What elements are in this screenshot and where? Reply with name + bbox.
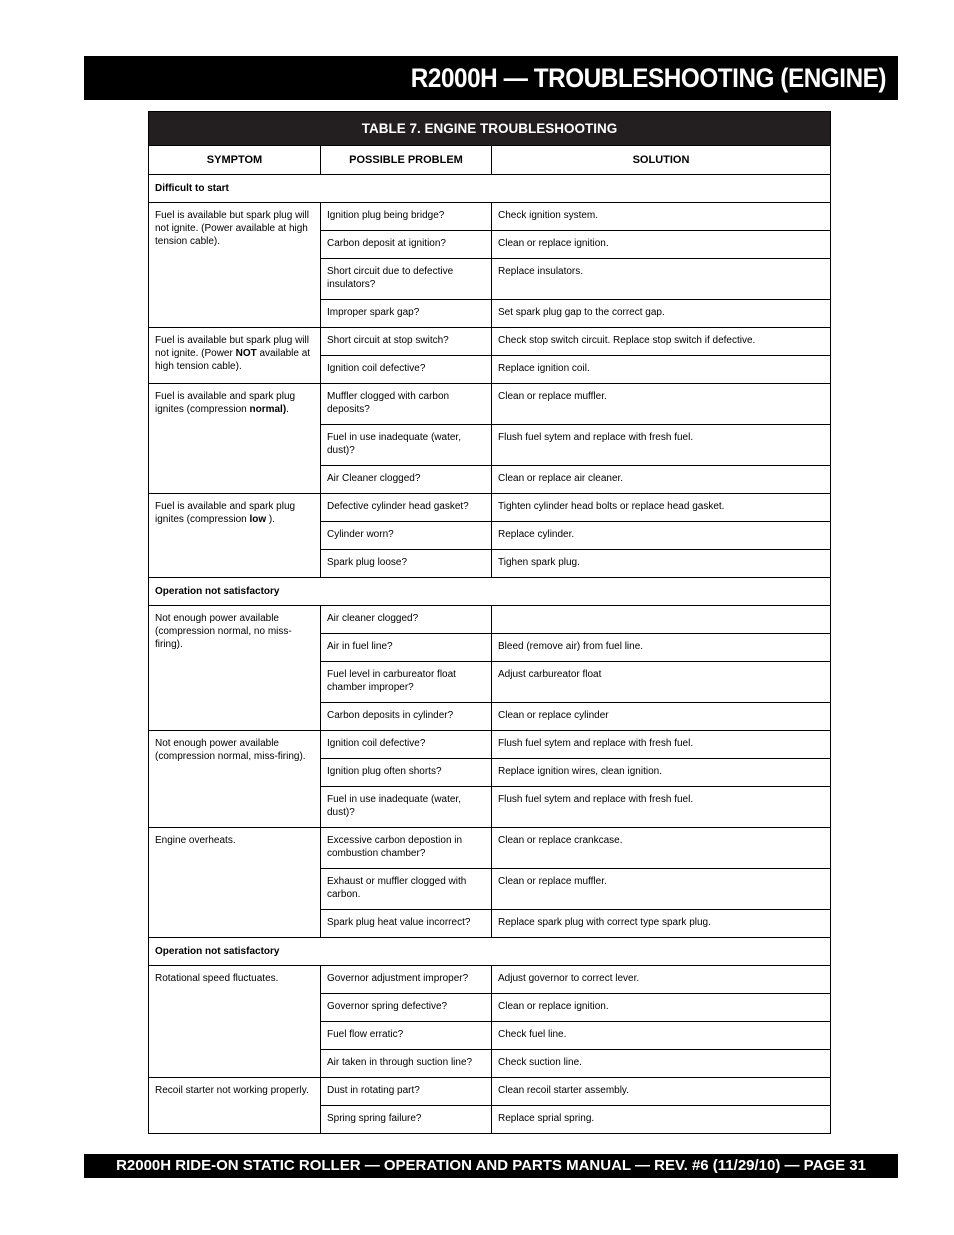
possible-problem-cell: Dust in rotating part?: [321, 1078, 492, 1106]
symptom-text: Recoil starter not working properly.: [155, 1085, 309, 1096]
column-header-possible-problem: POSSIBLE PROBLEM: [321, 146, 492, 175]
table-caption-row: [149, 112, 831, 146]
symptom-text: .: [286, 404, 289, 415]
engine-troubleshooting-table: [148, 111, 831, 1134]
possible-problem-cell: Governor spring defective?: [321, 994, 492, 1022]
table-row: [149, 328, 831, 356]
solution-cell: Replace spark plug with correct type spark plug.: [492, 910, 831, 938]
symptom-text: Rotational speed fluctuates.: [155, 973, 279, 984]
possible-problem-cell: Cylinder worn?: [321, 522, 492, 550]
table-row: [149, 606, 831, 634]
possible-problem-cell: Improper spark gap?: [321, 300, 492, 328]
solution-cell: Clean or replace muffler.: [492, 869, 831, 910]
possible-problem-cell: Air in fuel line?: [321, 634, 492, 662]
possible-problem-cell: Ignition plug being bridge?: [321, 203, 492, 231]
symptom-text: Fuel is available but spark plug will not ignite. (Power available at high tension cable).: [155, 210, 309, 247]
solution-cell: Replace insulators.: [492, 259, 831, 300]
solution-cell: Set spark plug gap to the correct gap.: [492, 300, 831, 328]
possible-problem-cell: Spark plug heat value incorrect?: [321, 910, 492, 938]
possible-problem-cell: Fuel flow erratic?: [321, 1022, 492, 1050]
possible-problem-cell: Spring spring failure?: [321, 1106, 492, 1134]
symptom-cell: [149, 828, 321, 938]
possible-problem-cell: Carbon deposits in cylinder?: [321, 703, 492, 731]
symptom-cell: [149, 494, 321, 578]
table-row: [149, 731, 831, 759]
solution-cell: Flush fuel sytem and replace with fresh fuel.: [492, 787, 831, 828]
symptom-cell: [149, 606, 321, 731]
solution-cell: Clean or replace cylinder: [492, 703, 831, 731]
column-header-solution: SOLUTION: [492, 146, 831, 175]
solution-cell: Replace ignition coil.: [492, 356, 831, 384]
solution-cell: Tighen spark plug.: [492, 550, 831, 578]
symptom-text: Not enough power available (compression normal, no miss-firing).: [155, 613, 292, 650]
symptom-text: Fuel is available but spark plug will not ignite. (Power: [155, 335, 309, 359]
table-body: [149, 175, 831, 1134]
table-row: [149, 384, 831, 425]
symptom-emphasis: NOT: [235, 348, 257, 359]
solution-cell: Check stop switch circuit. Replace stop switch if defective.: [492, 328, 831, 356]
table-caption: TABLE 7. ENGINE TROUBLESHOOTING: [149, 112, 831, 146]
section-title: Operation not satisfactory: [149, 938, 831, 966]
possible-problem-cell: Short circuit due to defective insulators?: [321, 259, 492, 300]
possible-problem-cell: Muffler clogged with carbon deposits?: [321, 384, 492, 425]
possible-problem-cell: Fuel level in carbureator float chamber improper?: [321, 662, 492, 703]
page-footer: [84, 1154, 898, 1178]
section-row: [149, 938, 831, 966]
table-row: [149, 494, 831, 522]
column-header-row: [149, 146, 831, 175]
solution-cell: Flush fuel sytem and replace with fresh fuel.: [492, 425, 831, 466]
symptom-cell: [149, 203, 321, 328]
section-title: Difficult to start: [149, 175, 831, 203]
solution-cell: Clean recoil starter assembly.: [492, 1078, 831, 1106]
page-header: [84, 56, 898, 100]
possible-problem-cell: Air Cleaner clogged?: [321, 466, 492, 494]
symptom-cell: [149, 966, 321, 1078]
solution-cell: Replace cylinder.: [492, 522, 831, 550]
solution-cell: Adjust governor to correct lever.: [492, 966, 831, 994]
possible-problem-cell: Excessive carbon depostion in combustion chamber?: [321, 828, 492, 869]
solution-cell: Clean or replace crankcase.: [492, 828, 831, 869]
symptom-text: Engine overheats.: [155, 835, 236, 846]
table-row: [149, 966, 831, 994]
solution-cell: Check suction line.: [492, 1050, 831, 1078]
solution-cell: Clean or replace air cleaner.: [492, 466, 831, 494]
symptom-emphasis: normal): [249, 404, 287, 415]
possible-problem-cell: Short circuit at stop switch?: [321, 328, 492, 356]
symptom-text: Not enough power available (compression normal, miss-firing).: [155, 738, 306, 762]
solution-cell: Replace sprial spring.: [492, 1106, 831, 1134]
solution-cell: Flush fuel sytem and replace with fresh fuel.: [492, 731, 831, 759]
table-row: [149, 203, 831, 231]
solution-cell: Check fuel line.: [492, 1022, 831, 1050]
solution-cell: Replace ignition wires, clean ignition.: [492, 759, 831, 787]
symptom-emphasis: low: [249, 514, 267, 525]
footer-text: R2000H RIDE-ON STATIC ROLLER — OPERATION AND PARTS MANUAL — REV. #6 (11/29/10) — PAGE 31: [116, 1157, 866, 1174]
possible-problem-cell: Spark plug loose?: [321, 550, 492, 578]
possible-problem-cell: Carbon deposit at ignition?: [321, 231, 492, 259]
possible-problem-cell: Fuel in use inadequate (water, dust)?: [321, 787, 492, 828]
possible-problem-cell: Ignition coil defective?: [321, 731, 492, 759]
symptom-text: Fuel is available and spark plug ignites (compression: [155, 391, 296, 415]
section-title: Operation not satisfactory: [149, 578, 831, 606]
solution-cell: Adjust carbureator float: [492, 662, 831, 703]
symptom-text: Fuel is available and spark plug ignites (compression: [155, 501, 296, 525]
symptom-cell: [149, 328, 321, 384]
possible-problem-cell: Fuel in use inadequate (water, dust)?: [321, 425, 492, 466]
solution-cell: Clean or replace muffler.: [492, 384, 831, 425]
possible-problem-cell: Exhaust or muffler clogged with carbon.: [321, 869, 492, 910]
possible-problem-cell: Governor adjustment improper?: [321, 966, 492, 994]
solution-cell: [492, 606, 831, 634]
solution-cell: Clean or replace ignition.: [492, 231, 831, 259]
solution-cell: Check ignition system.: [492, 203, 831, 231]
possible-problem-cell: Defective cylinder head gasket?: [321, 494, 492, 522]
possible-problem-cell: Ignition coil defective?: [321, 356, 492, 384]
table-row: [149, 1078, 831, 1106]
symptom-text: available at high tension cable).: [155, 348, 311, 372]
symptom-text: ).: [266, 514, 276, 525]
symptom-cell: [149, 384, 321, 494]
possible-problem-cell: Air taken in through suction line?: [321, 1050, 492, 1078]
section-row: [149, 175, 831, 203]
possible-problem-cell: Ignition plug often shorts?: [321, 759, 492, 787]
possible-problem-cell: Air cleaner clogged?: [321, 606, 492, 634]
column-header-symptom: SYMPTOM: [149, 146, 321, 175]
page-title: R2000H — TROUBLESHOOTING (ENGINE): [410, 63, 886, 93]
solution-cell: Bleed (remove air) from fuel line.: [492, 634, 831, 662]
solution-cell: Clean or replace ignition.: [492, 994, 831, 1022]
symptom-cell: [149, 731, 321, 828]
table-row: [149, 828, 831, 869]
section-row: [149, 578, 831, 606]
symptom-cell: [149, 1078, 321, 1134]
solution-cell: Tighten cylinder head bolts or replace head gasket.: [492, 494, 831, 522]
